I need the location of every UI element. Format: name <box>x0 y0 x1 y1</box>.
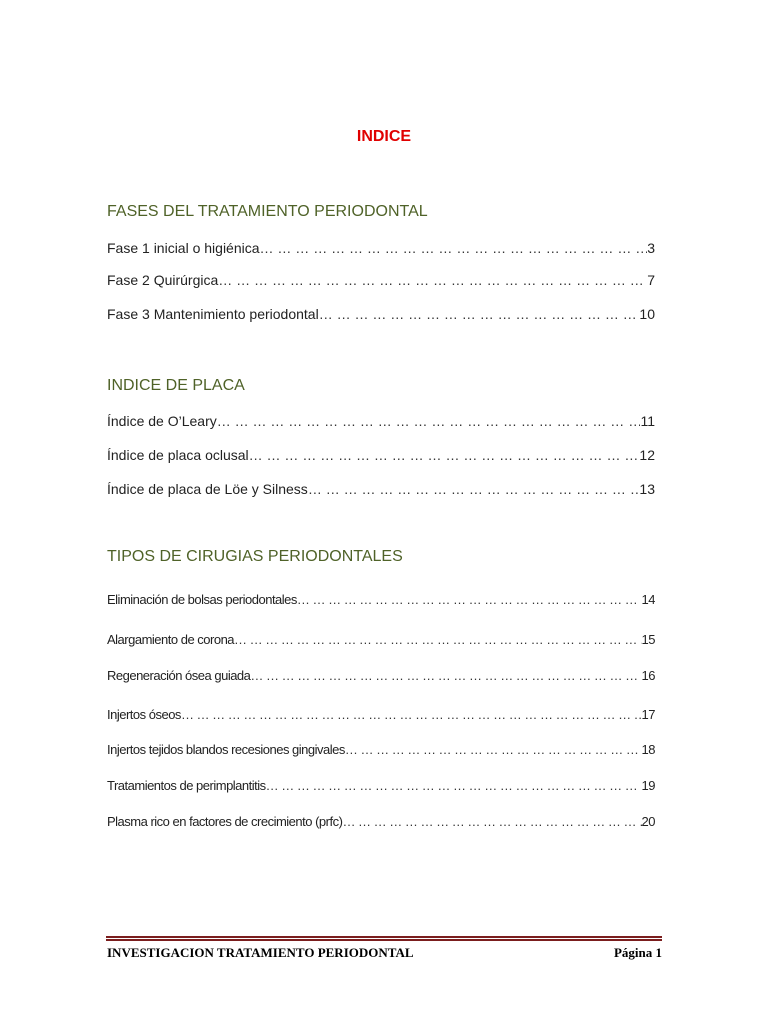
toc-entry-label: Injertos óseos <box>107 707 181 722</box>
toc-entry[interactable] <box>107 814 655 829</box>
toc-entry-page: 15 <box>641 632 655 647</box>
dot-leader <box>217 413 641 429</box>
toc-entry[interactable] <box>107 240 655 256</box>
dot-leader <box>181 707 642 722</box>
toc-entry[interactable] <box>107 306 655 322</box>
toc-entry-label: Fase 2 Quirúrgica <box>107 272 219 288</box>
dot-leader <box>234 632 642 647</box>
toc-entry-page: 18 <box>641 742 655 757</box>
toc-entry-page: 10 <box>639 306 655 322</box>
toc-entry-label: Regeneración ósea guiada <box>107 668 251 683</box>
toc-entry-label: Fase 1 inicial o higiénica <box>107 240 260 256</box>
toc-entry-label: Injertos tejidos blandos recesiones gingivales <box>107 742 345 757</box>
dot-leader <box>218 272 647 288</box>
toc-entry-page: 17 <box>641 707 655 722</box>
dot-leader <box>345 742 642 757</box>
toc-entry-page: 12 <box>639 447 655 463</box>
toc-entry-label: Tratamientos de perimplantitis <box>107 778 266 793</box>
index-title: INDICE <box>356 128 412 145</box>
toc-entry-label: Índice de placa de Löe y Silness <box>107 481 308 497</box>
toc-entry-page: 11 <box>640 413 655 429</box>
dot-leader <box>250 668 641 683</box>
dot-leader <box>297 592 642 607</box>
toc-entry[interactable] <box>107 272 655 288</box>
dot-leader <box>342 814 641 829</box>
footer-document-title: INVESTIGACION TRATAMIENTO PERIODONTAL <box>107 945 414 960</box>
toc-entry-label: Eliminación de bolsas periodontales <box>107 592 297 607</box>
toc-entry[interactable] <box>107 707 655 722</box>
toc-entry-label: Índice de placa oclusal <box>107 447 249 463</box>
toc-entry-page: 16 <box>641 668 655 683</box>
toc-entry-page: 13 <box>639 481 655 497</box>
toc-entry[interactable] <box>107 668 655 683</box>
section-heading-fases: FASES DEL TRATAMIENTO PERIODONTAL <box>107 203 428 220</box>
toc-entry-page: 7 <box>647 272 655 288</box>
dot-leader <box>319 306 640 322</box>
section-heading-cirugias: TIPOS DE CIRUGIAS PERIODONTALES <box>107 548 403 565</box>
dot-leader <box>260 240 648 256</box>
toc-entry-page: 19 <box>641 778 655 793</box>
dot-leader <box>249 447 640 463</box>
footer-page-number: Página 1 <box>613 945 662 960</box>
dot-leader <box>266 778 642 793</box>
section-heading-placa: INDICE DE PLACA <box>107 377 245 394</box>
toc-entry[interactable] <box>107 413 655 429</box>
toc-entry-label: Fase 3 Mantenimiento periodontal <box>107 306 319 322</box>
footer-divider <box>106 936 662 941</box>
toc-entry-label: Plasma rico en factores de crecimiento (prfc) <box>107 814 343 829</box>
toc-entry-page: 14 <box>641 592 655 607</box>
toc-entry[interactable] <box>107 481 655 497</box>
toc-entry[interactable] <box>107 742 655 757</box>
toc-entry[interactable] <box>107 632 655 647</box>
toc-entry[interactable] <box>107 447 655 463</box>
toc-entry[interactable] <box>107 778 655 793</box>
toc-entry-page: 20 <box>641 814 655 829</box>
toc-entry-label: Alargamiento de corona <box>107 632 235 647</box>
toc-entry[interactable] <box>107 592 655 607</box>
dot-leader <box>308 481 640 497</box>
toc-entry-page: 3 <box>647 240 655 256</box>
toc-entry-label: Índice de O’Leary <box>107 413 217 429</box>
